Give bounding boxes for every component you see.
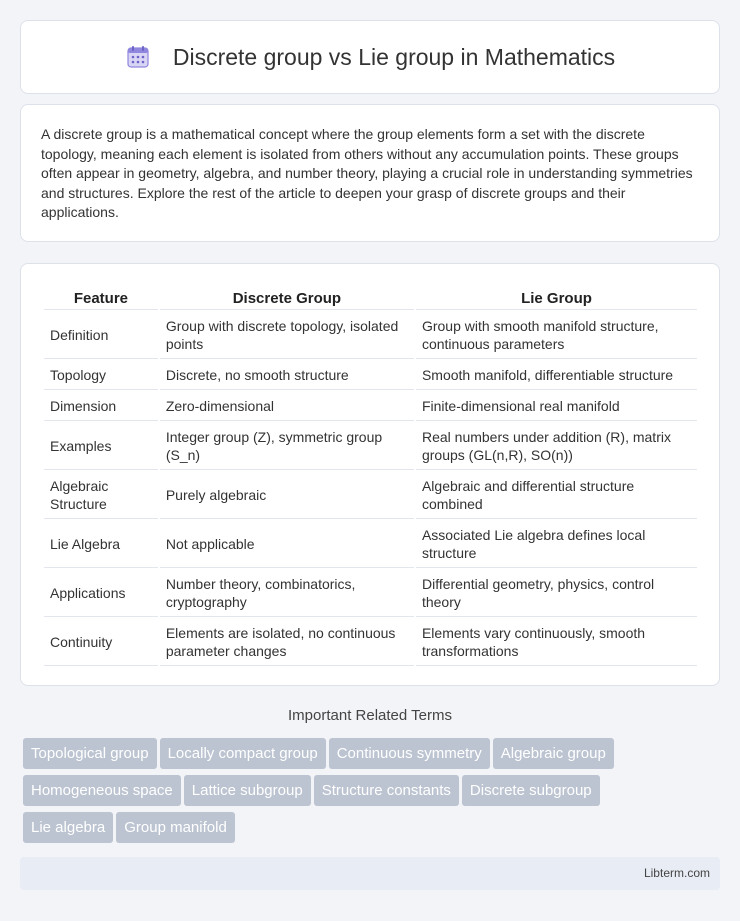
calendar-icon: [125, 44, 151, 70]
tag-locally-compact-group[interactable]: Locally compact group: [160, 738, 326, 769]
row-discrete: Number theory, combinatorics, cryptography: [160, 570, 414, 617]
row-discrete: Discrete, no smooth structure: [160, 361, 414, 390]
related-terms-list: [23, 738, 723, 849]
header-lie-group: Lie Group: [416, 286, 697, 310]
header-feature: Feature: [44, 286, 158, 310]
row-lie: Algebraic and differential structure combined: [416, 472, 697, 519]
footer: [20, 857, 720, 890]
table-row: [44, 423, 697, 470]
row-discrete: Purely algebraic: [160, 472, 414, 519]
tag-continuous-symmetry[interactable]: Continuous symmetry: [329, 738, 490, 769]
row-discrete: Not applicable: [160, 521, 414, 568]
footer-site-link[interactable]: Libterm.com: [643, 866, 710, 880]
row-discrete: Group with discrete topology, isolated points: [160, 312, 414, 359]
table-row: [44, 521, 697, 568]
table-row: [44, 312, 697, 359]
page-title: Discrete group vs Lie group in Mathematics: [172, 43, 616, 70]
row-feature: Definition: [44, 312, 158, 359]
comparison-card: [20, 263, 720, 686]
row-feature: Examples: [44, 423, 158, 470]
row-feature: Continuity: [44, 619, 158, 666]
tag-group-manifold[interactable]: Group manifold: [116, 812, 235, 843]
table-row: [44, 619, 697, 666]
table-row: [44, 472, 697, 519]
table-header-row: [44, 286, 697, 310]
tag-structure-constants[interactable]: Structure constants: [314, 775, 459, 806]
row-feature: Topology: [44, 361, 158, 390]
row-lie: Differential geometry, physics, control theory: [416, 570, 697, 617]
row-lie: Real numbers under addition (R), matrix groups (GL(n,R), SO(n)): [416, 423, 697, 470]
table-row: [44, 392, 697, 421]
title-card: [20, 20, 720, 94]
row-feature: Dimension: [44, 392, 158, 421]
row-feature: Applications: [44, 570, 158, 617]
header-discrete-group: Discrete Group: [160, 286, 414, 310]
tag-topological-group[interactable]: Topological group: [23, 738, 157, 769]
row-discrete: Elements are isolated, no continuous parameter changes: [160, 619, 414, 666]
tag-lie-algebra[interactable]: Lie algebra: [23, 812, 113, 843]
tag-lattice-subgroup[interactable]: Lattice subgroup: [184, 775, 311, 806]
row-discrete: Zero-dimensional: [160, 392, 414, 421]
row-discrete: Integer group (Z), symmetric group (S_n): [160, 423, 414, 470]
intro-text: A discrete group is a mathematical concept where the group elements form a set with the discrete topology, meaning each element is isolated from others without any accumulation points. These groups often appear in geometry, algebra, and number theory, playing a crucial role in understanding symmetries and structures. Explore the rest of the article to deepen your grasp of discrete groups and their applications.: [41, 126, 693, 220]
intro-card: [20, 104, 720, 242]
row-feature: Lie Algebra: [44, 521, 158, 568]
tag-homogeneous-space[interactable]: Homogeneous space: [23, 775, 181, 806]
table-row: [44, 570, 697, 617]
row-feature: Algebraic Structure: [44, 472, 158, 519]
row-lie: Finite-dimensional real manifold: [416, 392, 697, 421]
row-lie: Elements vary continuously, smooth transformations: [416, 619, 697, 666]
comparison-table: [42, 284, 699, 668]
tag-algebraic-group[interactable]: Algebraic group: [493, 738, 614, 769]
table-row: [44, 361, 697, 390]
tag-discrete-subgroup[interactable]: Discrete subgroup: [462, 775, 600, 806]
related-terms-title: Important Related Terms: [288, 707, 452, 724]
row-lie: Group with smooth manifold structure, continuous parameters: [416, 312, 697, 359]
row-lie: Smooth manifold, differentiable structure: [416, 361, 697, 390]
row-lie: Associated Lie algebra defines local structure: [416, 521, 697, 568]
